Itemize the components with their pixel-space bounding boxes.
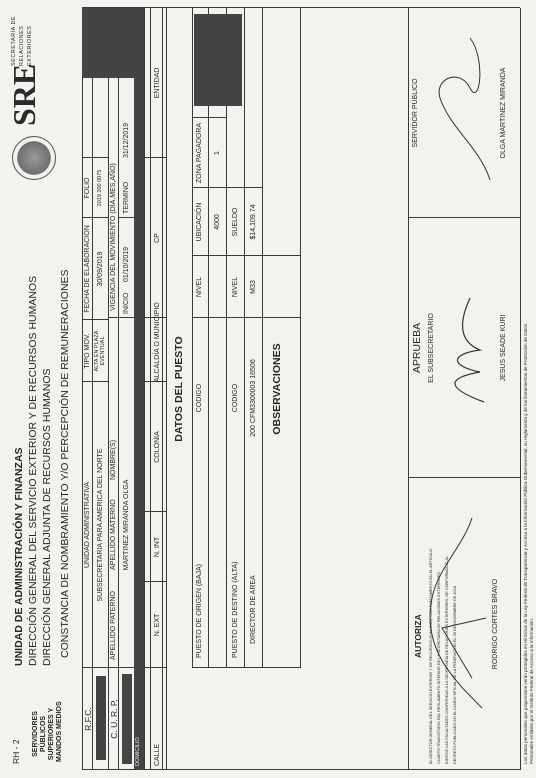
nivel-destino-label: NIVEL <box>232 276 239 298</box>
colonia-label: COLONIA <box>154 431 161 463</box>
domicilio-band <box>134 8 144 770</box>
puesto-origen-label: PUESTO DE ORIGEN (BAJA) <box>196 564 203 658</box>
autoriza-text-4: DECRETO PUBLICADO EN EL DIARIO OFICIAL DE LA FEDERACIÓN EL 30 DE NOVIEMBRE DE 2018 <box>453 586 457 764</box>
servidor-label: SERVIDOR PÚBLICO <box>412 78 419 148</box>
form-code: RH - 2 <box>11 739 21 764</box>
photo-redacted <box>82 8 134 78</box>
domicilio-label: DOMICILIO <box>135 737 141 766</box>
footer-line-2: Personales emitidos por el Instituto Federal de Acceso a la Información. <box>529 617 534 764</box>
codigo-origen-label: CODIGO <box>196 383 203 413</box>
logo-sub-3: EXTERIORES <box>27 25 33 66</box>
vigencia-label: VIGENCIA DEL MOVIMIENTO (DÍA,MES,AÑO) <box>110 163 117 311</box>
unidad-label: UNIDAD ADMINISTRATIVA <box>84 481 91 569</box>
autoriza-text-2: CUARTO TRANSITORIO DEL REGLAMENTO INTERIOR DE LA SECRETARÍA DE RELACIONES EXTERIORES <box>437 572 441 764</box>
n-ext-label: N. EXT <box>154 613 161 637</box>
nivel-destino-value: M33 <box>250 280 257 294</box>
codigo-destino-value: 200 CFM3300003 16506 <box>250 359 257 437</box>
inicio-value: 01/10/2019 <box>123 246 130 282</box>
tipo-mov-label: TIPO MOV. <box>84 333 91 369</box>
logo-sub-2: RELACIONES <box>19 25 25 66</box>
puesto-destino-label: PUESTO DE DESTINO (ALTA) <box>232 561 239 658</box>
heading-1: UNIDAD DE ADMINISTRACIÓN Y FINANZAS <box>13 447 25 666</box>
nombres-label: NOMBRE(S) <box>110 439 117 480</box>
termino-label: TERMINO <box>123 181 130 214</box>
ubicacion-label: UBICACIÓN <box>196 202 203 242</box>
entidad-label: ENTIDAD <box>154 67 161 99</box>
autoriza-text-3: EJERCE LAS FACULTADES CONFERIDAS A LA SECRETARÍA DE RELACIONES EXTERIORES, DE CONFORMIDAD AL <box>445 555 449 764</box>
puesto-title: DATOS DEL PUESTO <box>173 336 185 442</box>
termino-value: 31/12/2019 <box>123 122 130 158</box>
alcaldia-label: ALCALDÍA O MUNICIPIO <box>154 302 161 382</box>
apellido-materno-label: APELLIDO MATERNO <box>110 499 117 570</box>
fecha-value: 30/09/2019 <box>97 251 104 287</box>
apellido-paterno-label: APELLIDO PATERNO <box>110 591 117 660</box>
cp-label: CP <box>154 233 161 243</box>
autoriza-name: RODRIGO CORTES BRAVO <box>492 578 499 670</box>
curp-label: C. U. R. P. <box>109 699 119 739</box>
zona-label: ZONA PAGADORA <box>196 122 203 184</box>
autoriza-label: AUTORIZA <box>413 614 423 658</box>
autoriza-signature-icon <box>412 498 492 718</box>
n-int-label: N. INT <box>154 536 161 558</box>
form-title: CONSTANCIA DE NOMBRAMIENTO Y/O PERCEPCIÓN DE REMUNERACIONES <box>59 269 71 658</box>
coat-of-arms-seal-icon <box>12 136 56 180</box>
logo-letters: SRE <box>6 63 42 126</box>
footer-line-1: Los datos personales que proporcione serán protegidos en términos de la Ley Federal de Transparencia y Acceso a la Información Pública Gubernamental, su reglamento y de los lineamientos de Protección de Datos <box>523 323 528 764</box>
aprueba-label: APRUEBA <box>411 322 423 374</box>
tipo-mov-value-1: ALTA EN PLAZA <box>94 330 100 372</box>
aprueba-signature-icon <box>440 288 496 408</box>
fecha-label: FECHA DE ELABORACIÓN <box>84 225 91 313</box>
folio-label: FOLIO <box>84 177 91 199</box>
aprueba-name: JESUS SEADE KURI <box>500 314 507 382</box>
zona-value: 1 <box>214 151 221 155</box>
rfc-label: R.F.C. <box>83 707 93 731</box>
servidor-signature-icon <box>430 28 496 188</box>
heading-2: DIRECCIÓN GENERAL DEL SERVICIO EXTERIOR Y DE RECURSOS HUMANOS <box>27 275 39 666</box>
heading-3: DIRECCIÓN GENERAL ADJUNTA DE RECURSOS HUMANOS <box>41 368 53 666</box>
sidebar-label-2: PÚBLICOS <box>40 715 47 753</box>
curp-redacted <box>122 674 132 764</box>
ubicacion-value: 4000 <box>214 214 221 230</box>
sidebar-label-4: MANDOS MEDIOS <box>56 701 63 762</box>
inicio-label: INICIO <box>123 292 130 314</box>
zone-redacted <box>194 14 242 106</box>
nivel-origen-label: NIVEL <box>196 276 203 298</box>
folio-value: 2019 200 0075 <box>97 169 103 207</box>
logo-sub-1: SECRETARÍA DE <box>11 15 17 66</box>
name-value: MARTINEZ MIRANDA OLGA <box>123 479 130 571</box>
calle-label: CALLE <box>154 743 161 766</box>
destino-value: DIRECTOR DE AREA <box>250 575 257 644</box>
servidor-name: OLGA MARTINEZ MIRANDA <box>500 67 507 159</box>
sueldo-label: SUELDO <box>232 207 239 237</box>
observaciones-label: OBSERVACIONES <box>271 343 283 435</box>
sueldo-value: $14,109.74 <box>250 204 257 240</box>
codigo-destino-label: CODIGO <box>232 383 239 413</box>
unidad-value: SUBSECRETARIA PARA AMERICA DEL NORTE <box>97 448 104 602</box>
tipo-mov-value-2: EVENTUAL <box>100 336 106 366</box>
rfc-redacted <box>96 676 106 760</box>
autoriza-text-1: EL DIRECTOR GENERAL DEL SERVICIO EXTERIOR Y DE RECURSOS HUMANOS, CON FUNDAMENTO EN EL ARTÍCULO <box>429 548 433 764</box>
sidebar-label-3: SUPERIORES Y <box>48 707 55 761</box>
sidebar-label-1: SERVIDORES <box>32 711 39 757</box>
aprueba-subsecretario: EL SUBSECRETARIO <box>428 313 435 383</box>
